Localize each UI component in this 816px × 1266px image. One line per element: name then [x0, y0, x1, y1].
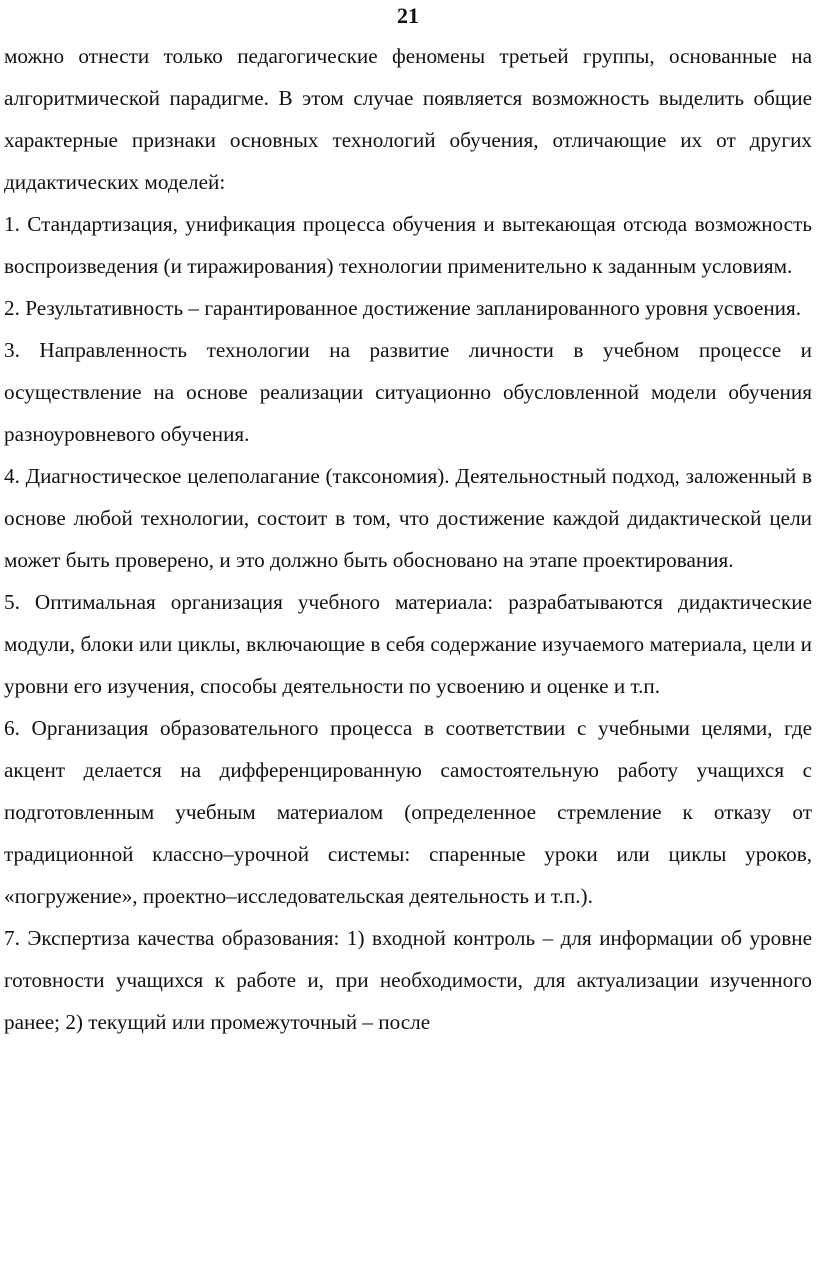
list-item-1: 1. Стандартизация, унификация процесса обучения и вытекающая отсюда возможность воспроизведения (и тиражирования) технологии применительно к заданным условиям. — [4, 212, 812, 278]
list-item-2: 2. Результативность – гарантированное достижение запланированного уровня усвоения. — [4, 296, 802, 320]
list-item-7: 7. Экспертиза качества образования: 1) входной контроль – для информации об уровне готовности учащихся к работе и, при необходимости, для актуализации изученного ранее; 2) текущий или промежуточный – после — [4, 926, 812, 1034]
page-number: 21 — [397, 3, 419, 28]
list-item-6: 6. Организация образовательного процесса в соответствии с учебными целями, где акцент делается на дифференцированную самостоятельную работу учащихся с подготовленным учебным материалом (определенное стремление к отказу от традиционной классно–урочной системы: спаренные уроки или циклы уроков, «погружение», проектно–исследовательская деятельность и т.п.). — [4, 716, 812, 908]
list-item-5: 5. Оптимальная организация учебного материала: разрабатываются дидактические модули, блоки или циклы, включающие в себя содержание изучаемого материала, цели и уровни его изучения, способы деятельности по усвоению и оценке и т.п. — [4, 590, 812, 698]
list-item-3: 3. Направленность технологии на развитие личности в учебном процессе и осуществление на основе реализации ситуационно обусловленной модели обучения разноуровневого обучения. — [4, 338, 812, 446]
document-body — [4, 35, 812, 1043]
list-item-4: 4. Диагностическое целеполагание (таксономия). Деятельностный подход, заложенный в основе любой технологии, состоит в том, что достижение каждой дидактической цели может быть проверено, и это должно быть обосновано на этапе проектирования. — [4, 464, 812, 572]
paragraph-intro: можно отнести только педагогические феномены третьей группы, основанные на алгоритмической парадигме. В этом случае появляется возможность выделить общие характерные признаки основных технологий обучения, отличающие их от других дидактических моделей: — [4, 44, 812, 194]
